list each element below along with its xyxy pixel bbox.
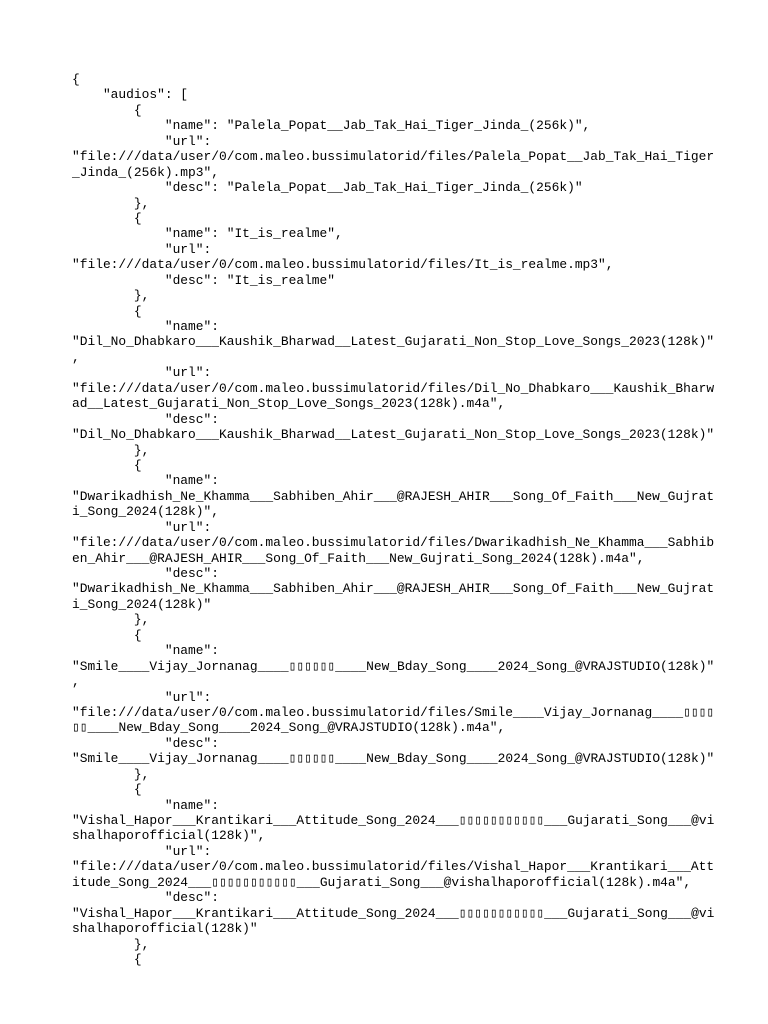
document-line: "name": "It_is_realme", [72, 226, 343, 242]
document-line: "name": [72, 319, 219, 334]
document-line: "Dil_No_Dhabkaro___Kaushik_Bharwad__Latest_Gujarati_Non_Stop_Love_Songs_2023(128k)" [72, 334, 715, 350]
document-line: { [72, 782, 142, 798]
document-line: "file:///data/user/0/com.maleo.bussimulatorid/files/It_is_realme.mp3", [72, 257, 614, 273]
document-line: "url": [72, 133, 212, 149]
document-line: { [72, 102, 142, 118]
document-line: "Smile____Vijay_Jornanag____▯▯▯▯▯▯____New_Bday_Song____2024_Song_@VRAJSTUDIO(128k)" [72, 658, 715, 674]
document-line: { [72, 210, 142, 226]
document-line: "Vishal_Hapor___Krantikari___Attitude_Song_2024___▯▯▯▯▯▯▯▯▯▯▯___Gujarati_Song___@vi [72, 813, 715, 828]
document-line: en_Ahir___@RAJESH_AHIR___Song_Of_Faith___New_Gujrati_Song_2024(128k).m4a", [72, 550, 645, 566]
document-line: i_Song_2024(128k)", [72, 504, 219, 520]
document-line: "Smile____Vijay_Jornanag____▯▯▯▯▯▯____New_Bday_Song____2024_Song_@VRAJSTUDIO(128k)" [72, 751, 715, 767]
document-line: "url": [72, 689, 212, 705]
document-line: { [72, 72, 80, 87]
document-line: "Dwarikadhish_Ne_Khamma___Sabhiben_Ahir___@RAJESH_AHIR___Song_Of_Faith___New_Gujrat [72, 488, 715, 504]
document-line: "Dil_No_Dhabkaro___Kaushik_Bharwad__Latest_Gujarati_Non_Stop_Love_Songs_2023(128k)" [72, 427, 715, 443]
json-document [72, 72, 715, 967]
document-line: }, [72, 612, 150, 628]
document-line: "desc": [72, 566, 219, 581]
document-line: }, [72, 936, 150, 952]
document-line: }, [72, 442, 150, 458]
document-line: "audios": [ [72, 87, 189, 103]
document-line: "Vishal_Hapor___Krantikari___Attitude_Song_2024___▯▯▯▯▯▯▯▯▯▯▯___Gujarati_Song___@vi [72, 905, 715, 921]
document-line: "desc": [72, 411, 219, 427]
document-line: itude_Song_2024___▯▯▯▯▯▯▯▯▯▯▯___Gujarati_Song___@vishalhaporofficial(128k).m4a", [72, 874, 692, 890]
document-line: { [72, 951, 142, 967]
document-line: shalhaporofficial(128k)", [72, 828, 266, 844]
document-line: "Dwarikadhish_Ne_Khamma___Sabhiben_Ahir___@RAJESH_AHIR___Song_Of_Faith___New_Gujrat [72, 581, 715, 597]
document-line: ad__Latest_Gujarati_Non_Stop_Love_Songs_2023(128k).m4a", [72, 396, 506, 412]
document-line: }, [72, 195, 150, 211]
document-line: "file:///data/user/0/com.maleo.bussimulatorid/files/Palela_Popat__Jab_Tak_Hai_Tiger [72, 149, 715, 165]
document-line: "desc": "It_is_realme" [72, 272, 336, 288]
document-line: "url": [72, 241, 212, 257]
document-line: "name": [72, 473, 219, 489]
document-line: shalhaporofficial(128k)" [72, 921, 258, 937]
document-line: "file:///data/user/0/com.maleo.bussimulatorid/files/Dil_No_Dhabkaro___Kaushik_Bharw [72, 380, 715, 396]
document-line: { [72, 303, 142, 319]
document-line: "desc": [72, 735, 219, 751]
document-line: "file:///data/user/0/com.maleo.bussimulatorid/files/Vishal_Hapor___Krantikari___Att [72, 859, 715, 875]
document-line: "file:///data/user/0/com.maleo.bussimulatorid/files/Dwarikadhish_Ne_Khamma___Sabhib [72, 535, 715, 551]
document-line: "url": [72, 365, 212, 381]
document-line: , [72, 349, 80, 365]
document-line: "name": [72, 643, 219, 659]
document-line: "name": "Palela_Popat__Jab_Tak_Hai_Tiger_Jinda_(256k)", [72, 118, 591, 134]
document-line: ▯▯____New_Bday_Song____2024_Song_@VRAJSTUDIO(128k).m4a", [72, 720, 506, 736]
document-line: }, [72, 766, 150, 782]
document-line: "url": [72, 519, 212, 535]
document-line: { [72, 627, 142, 643]
document-line: i_Song_2024(128k)" [72, 596, 212, 612]
document-line: { [72, 457, 142, 473]
document-line: "desc": "Palela_Popat__Jab_Tak_Hai_Tiger_Jinda_(256k)" [72, 180, 583, 196]
document-line: _Jinda_(256k).mp3", [72, 164, 219, 180]
document-line: , [72, 674, 80, 690]
document-line: "file:///data/user/0/com.maleo.bussimulatorid/files/Smile____Vijay_Jornanag____▯▯▯▯ [72, 704, 715, 720]
document-line: "url": [72, 843, 212, 859]
document-line: "desc": [72, 890, 219, 906]
document-line: "name": [72, 797, 219, 813]
document-line: }, [72, 288, 150, 304]
